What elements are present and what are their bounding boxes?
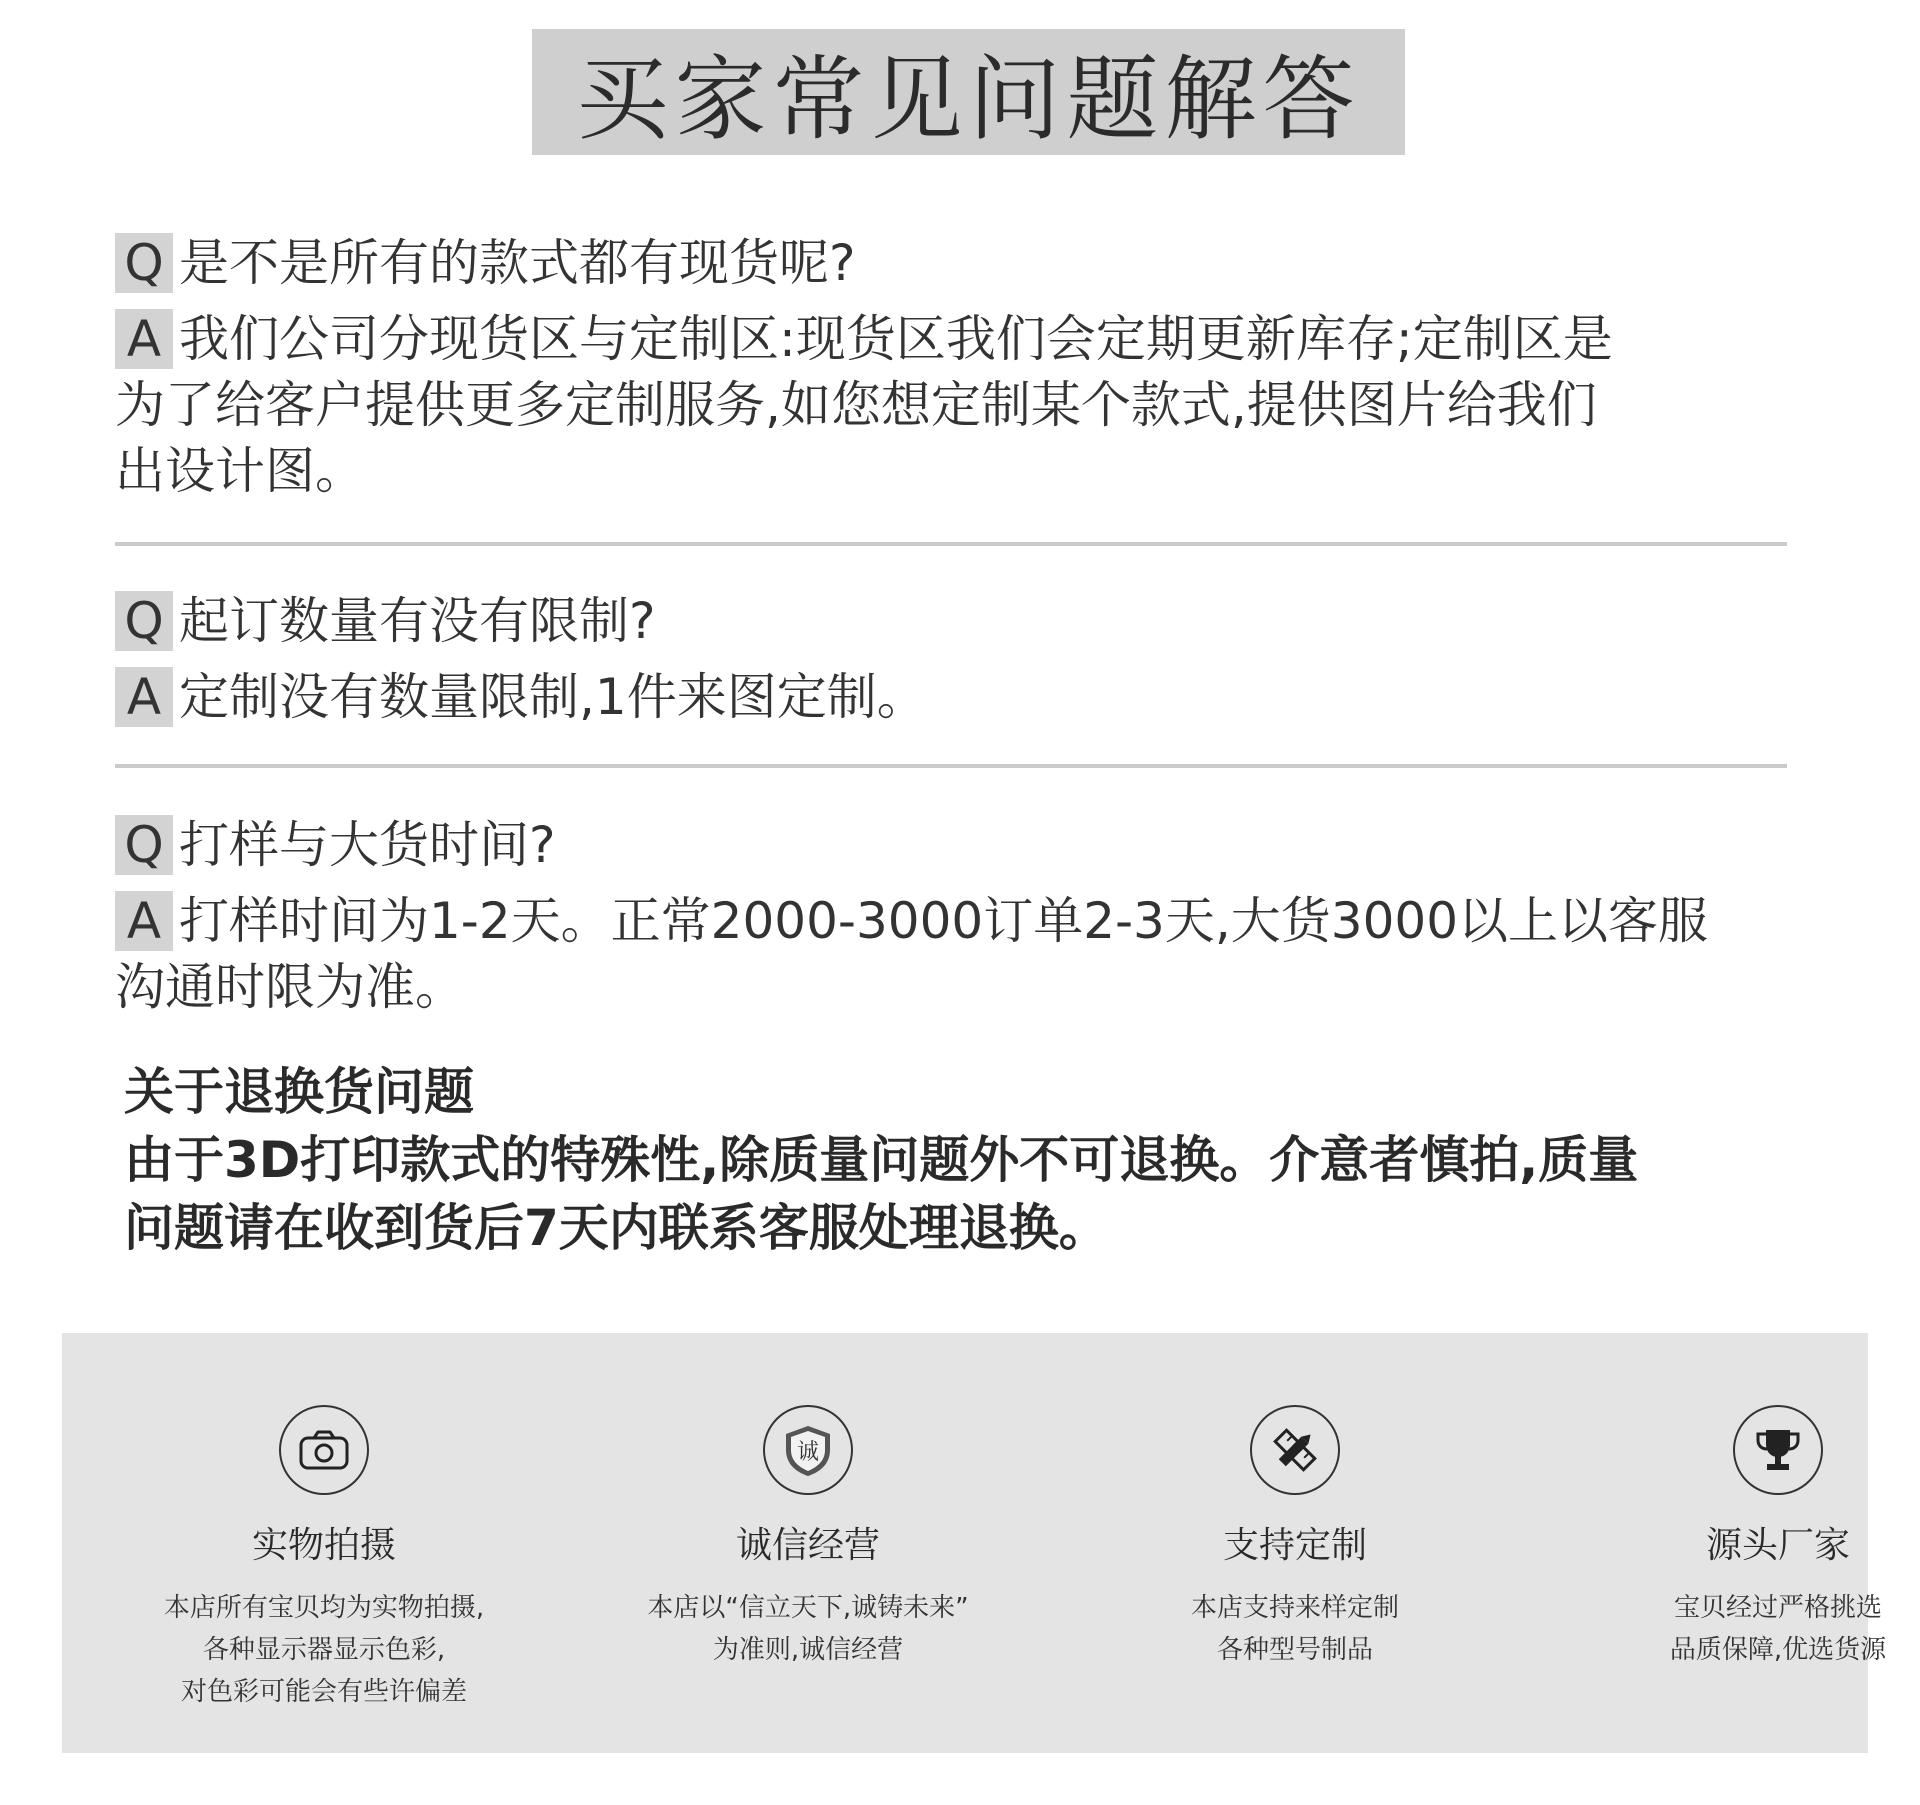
feature-desc-line: 品质保障,优选货源 [1669, 1635, 1887, 1665]
a-marker: A [115, 667, 173, 727]
feature-title: 实物拍摄 [251, 1525, 396, 1566]
feature-description [598, 1587, 1018, 1671]
answer-line [115, 664, 1795, 730]
question-text: 起订数量有没有限制? [179, 592, 656, 650]
feature-desc-line: 为准则,诚信经营 [712, 1635, 904, 1665]
features-panel [62, 1333, 1887, 1753]
answer-text: 打样时间为1-2天。正常2000-3000订单2-3天,大货3000以上以客服 [179, 892, 1709, 950]
notice-body-line: 问题请在收到货后7天内联系客服处理退换。 [124, 1199, 1109, 1257]
q-marker: Q [115, 233, 173, 293]
question-line [115, 812, 1795, 878]
page-title: 买家常见问题解答 [576, 46, 1361, 153]
pencil-ruler-icon [1250, 1405, 1340, 1495]
answer-line [115, 888, 1795, 954]
feature-desc-line: 各种型号制品 [1216, 1635, 1373, 1665]
feature-desc-line: 本店所有宝贝均为实物拍摄, [163, 1593, 485, 1623]
q-marker: Q [115, 815, 173, 875]
question-line [115, 230, 1795, 296]
feature-source-factory [1568, 1405, 1920, 1671]
feature-desc-line: 对色彩可能会有些许偏差 [180, 1677, 467, 1707]
feature-desc-line: 宝贝经过严格挑选 [1673, 1593, 1882, 1623]
answer-line: 出设计图。 [115, 442, 365, 500]
feature-title: 诚信经营 [735, 1525, 880, 1566]
notice-body-line: 由于3D打印款式的特殊性,除质量问题外不可退换。介意者慎拍,质量 [124, 1131, 1639, 1189]
shield-icon [763, 1405, 853, 1495]
feature-real-photos [114, 1405, 534, 1713]
answer-text: 定制没有数量限制,1件来图定制。 [179, 668, 927, 726]
a-marker: A [115, 309, 173, 369]
notice-heading: 关于退换货问题 [124, 1063, 474, 1121]
section-divider [115, 542, 1787, 546]
question-line [115, 588, 1795, 654]
feature-title: 源头厂家 [1705, 1525, 1850, 1566]
feature-desc-line: 各种显示器显示色彩, [202, 1635, 446, 1665]
shield-icon-text: 诚 [796, 1440, 820, 1465]
answer-line [115, 306, 1795, 372]
feature-description [1568, 1587, 1920, 1671]
feature-desc-line: 本店以“信立天下,诚铸未来” [647, 1593, 969, 1623]
feature-integrity [598, 1405, 1018, 1671]
feature-title: 支持定制 [1222, 1525, 1367, 1566]
answer-line: 为了给客户提供更多定制服务,如您想定制某个款式,提供图片给我们 [115, 376, 1597, 434]
return-policy-notice [124, 1058, 1824, 1262]
feature-description [1085, 1587, 1505, 1671]
faq-item [115, 812, 1795, 1020]
question-text: 是不是所有的款式都有现货呢? [179, 234, 856, 292]
question-text: 打样与大货时间? [179, 816, 556, 874]
feature-customization [1085, 1405, 1505, 1671]
feature-desc-line: 本店支持来样定制 [1190, 1593, 1399, 1623]
camera-icon [279, 1405, 369, 1495]
answer-line: 沟通时限为准。 [115, 958, 465, 1016]
feature-description [114, 1587, 534, 1713]
section-divider [115, 764, 1787, 768]
answer-text: 我们公司分现货区与定制区:现货区我们会定期更新库存;定制区是 [179, 310, 1613, 368]
faq-item [115, 230, 1795, 504]
faq-item [115, 588, 1795, 730]
q-marker: Q [115, 591, 173, 651]
page-title-banner [532, 29, 1405, 155]
trophy-icon [1733, 1405, 1823, 1495]
a-marker: A [115, 891, 173, 951]
